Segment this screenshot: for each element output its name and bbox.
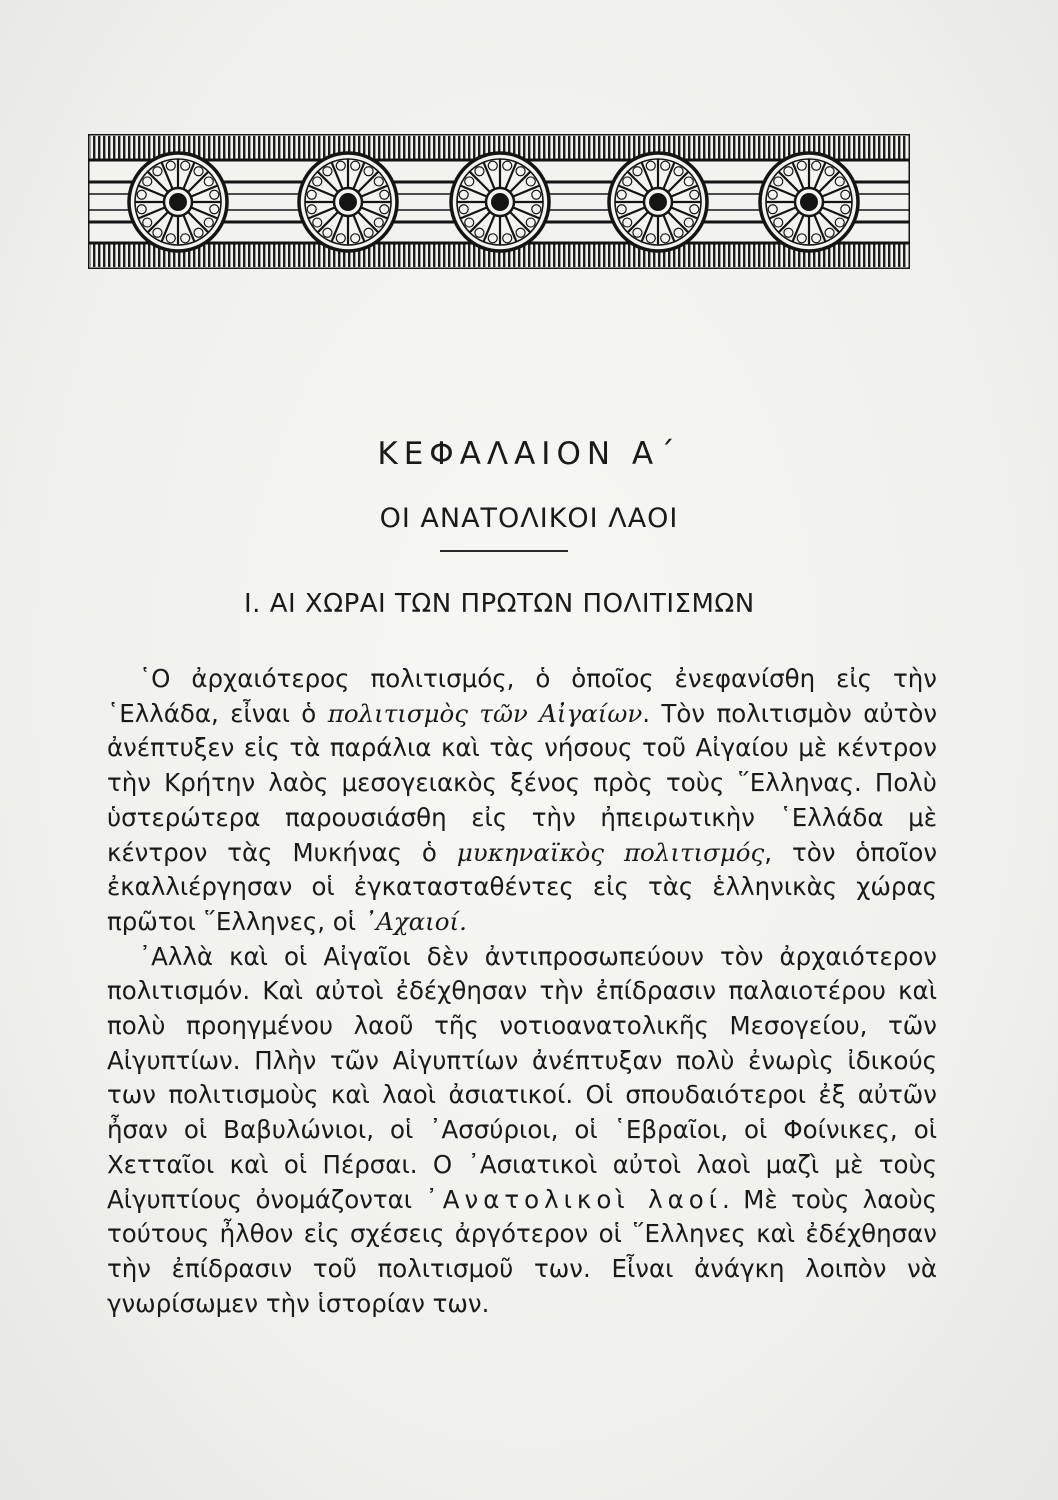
body-text — [107, 662, 937, 1321]
paragraph-2-part-1: ᾿Αλλὰ καὶ οἱ Αἰγαῖοι δὲν ἀντιπροσωπεύουν τὸν ἀρχαιότερον πολιτισμόν. Καὶ αὐτοὶ ἐδέχθησαν τὴν ἐπίδρασιν παλαιοτέρου καὶ πολὺ προηγμένου λαοῦ τῆς νοτιοανατολικῆς Μεσογείου, τῶν Αἰγυπτίων. Πλὴν τῶν Αἰγυπτίων ἀνέπτυξαν πολὺ ἐνωρὶς ἰδικούς των πολιτισμοὺς καὶ λαοὶ ἀσιατικοί. Οἱ σπουδαιότεροι ἐξ αὐτῶν ἦσαν οἱ Βαβυλώνιοι, οἱ ᾿Ασσύριοι, οἱ ῾Εβραῖοι, οἱ Φοίνικες, οἱ Χετταῖοι καὶ οἱ Πέρσαι. Ο ᾿Ασιατικοὶ αὐτοὶ λαοὶ μαζὶ μὲ τοὺς Αἰγυπτίους ὀνομάζονται — [107, 941, 937, 1214]
paragraph-1-part-1: ῾Ο ἀρχαιότερος πολιτισμός, ὁ ὁποῖος ἐνεφανίσθη εἰς τὴν ῾Ελλάδα, εἶναι ὁ — [107, 664, 937, 728]
rosette-1 — [129, 153, 227, 251]
paragraph-1-italic-3: ᾿Αχαιοί. — [363, 906, 467, 936]
paragraph-1-italic-2: μυκηναϊκὸς πολιτισμός — [456, 837, 765, 867]
rosette-5 — [760, 153, 858, 251]
section-title: Ι. ΑΙ ΧΩΡΑΙ ΤΩΝ ΠΡΩΤΩΝ ΠΟΛΙΤΙΣΜΩΝ — [244, 589, 755, 619]
paragraph-1-italic-1: πολιτισμὸς τῶν Αἰγαίων — [327, 698, 643, 728]
paragraph-2-spaced: ᾿Ανατολικοὶ λαοί — [425, 1184, 723, 1214]
rosette-2 — [299, 153, 397, 251]
chapter-label: ΚΕΦΑΛΑΙΟΝ Α΄ — [377, 436, 681, 472]
paragraph-2-part-2: . Μὲ τοὺς λαοὺς τούτους ἦλθον εἰς σχέσεις ἀργότερον οἱ ῞Ελληνες καὶ ἐδέχθησαν τὴν ἐπίδρασιν τοῦ πολιτισμοῦ των. Εἶναι ἀνάγκη λοιπὸν νὰ γνωρίσωμεν τὴν ἱστορίαν των. — [107, 1184, 937, 1318]
rosette-3 — [451, 153, 549, 251]
paragraph-1-part-3: , τὸν ὁποῖον ἐκαλλιέργησαν οἱ ἐγκατασταθέντες εἰς τὰς ἑλληνικὰς χώρας πρῶτοι ῞Ελληνες, οἱ — [107, 837, 938, 936]
paragraph-2 — [107, 940, 937, 1322]
rosette-4 — [609, 153, 707, 251]
paragraph-1 — [107, 662, 937, 940]
rosette-ornament-band — [88, 134, 910, 269]
title-divider — [440, 550, 568, 552]
paragraph-1-part-2: . Τὸν πολιτισμὸν αὐτὸν ἀνέπτυξεν εἰς τὰ παράλια καὶ τὰς νήσους τοῦ Αἰγαίου μὲ κέντρον τὴν Κρήτην λαὸς μεσογειακὸς ξένος πρὸς τοὺς ῞Ελληνας. Πολὺ ὑστερώτερα παρουσιάσθη εἰς τὴν ἠπειρωτικὴν ῾Ελλάδα μὲ κέντρον τὰς Μυκήνας ὁ — [107, 698, 938, 867]
chapter-title: ΟΙ ΑΝΑΤΟΛΙΚΟΙ ΛΑΟΙ — [379, 503, 679, 534]
